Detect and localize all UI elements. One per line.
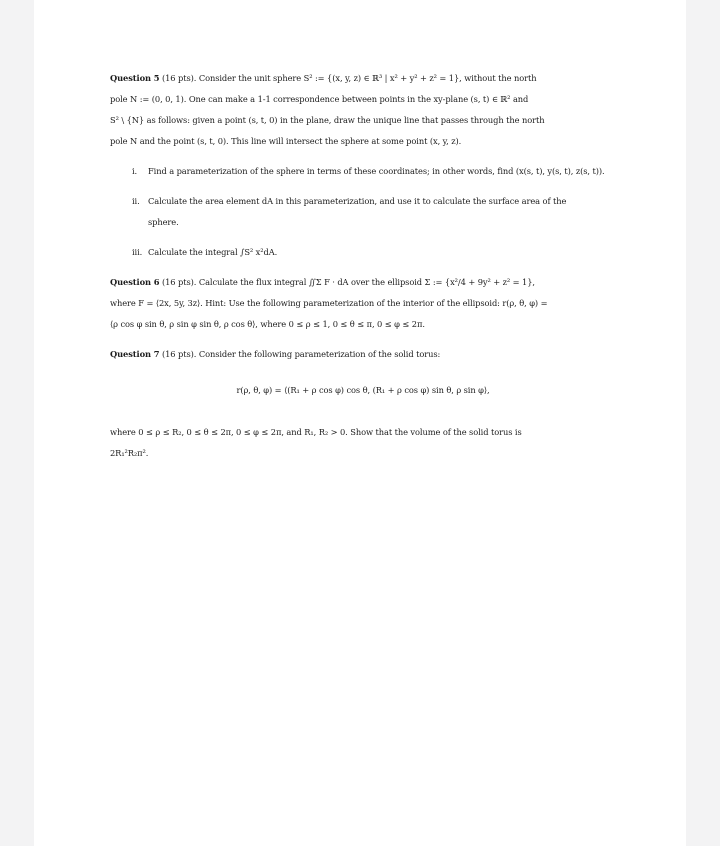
question-5 <box>110 68 616 152</box>
question-7-heading: Question 7 <box>110 349 160 359</box>
question-6-line-1 <box>110 272 616 293</box>
question-6-heading: Question 6 <box>110 277 160 287</box>
question-7-line-2: where 0 ≤ ρ ≤ R₂, 0 ≤ θ ≤ 2π, 0 ≤ φ ≤ 2π, and R₁, R₂ > 0. Show that the volume of the solid torus is <box>110 427 522 437</box>
document-content <box>110 68 616 464</box>
part-text: Calculate the area element dA in this parameterization, and use it to calculate the surface area of the <box>148 196 567 206</box>
question-7 <box>110 344 616 464</box>
question-6-line-3: ⟨ρ cos φ sin θ, ρ sin φ sin θ, ρ cos θ⟩, where 0 ≤ ρ ≤ 1, 0 ≤ θ ≤ π, 0 ≤ φ ≤ 2π. <box>110 319 425 329</box>
question-5-heading: Question 5 <box>110 73 160 83</box>
document-page <box>34 0 686 846</box>
part-text: Calculate the integral ∫S² x²dA. <box>148 247 278 257</box>
question-5-line-2: pole N := (0, 0, 1). One can make a 1-1 correspondence between points in the xy-plane (s, t) ∈ ℝ² and <box>110 94 529 104</box>
question-7-line-1 <box>110 344 616 365</box>
question-5-part-i <box>132 161 616 182</box>
question-5-part-iii <box>132 242 616 263</box>
question-5-text-1: (16 pts). Consider the unit sphere S² := {(x, y, z) ∈ ℝ³ | x² + y² + z² = 1}, without the north <box>161 73 537 83</box>
part-number: iii. <box>132 247 143 257</box>
question-5-line-1 <box>110 68 616 89</box>
question-7-line-3: 2R₁²R₂π². <box>110 448 149 458</box>
torus-parameterization-equation: r(ρ, θ, φ) = ⟨(R₁ + ρ cos φ) cos θ, (R₁ + ρ cos φ) sin θ, ρ sin φ⟩, <box>236 385 490 395</box>
question-6 <box>110 272 616 335</box>
question-5-part-ii <box>132 191 616 233</box>
part-number: i. <box>132 166 138 176</box>
part-text: Find a parameterization of the sphere in terms of these coordinates; in other words, find (x(s, t), y(s, t), z(s, t)). <box>148 166 605 176</box>
question-5-line-4: pole N and the point (s, t, 0). This line will intersect the sphere at some point (x, y, z). <box>110 136 462 146</box>
question-6-text-1: (16 pts). Calculate the flux integral ∬Σ F · dA over the ellipsoid Σ := {x²/4 + 9y² + z² = 1}, <box>161 277 535 287</box>
question-6-line-2: where F = ⟨2x, 5y, 3z⟩. Hint: Use the following parameterization of the interior of the ellipsoid: r(ρ, θ, φ) = <box>110 298 548 308</box>
question-7-text-1: (16 pts). Consider the following parameterization of the solid torus: <box>161 349 441 359</box>
part-text-continued: sphere. <box>148 217 179 227</box>
part-number: ii. <box>132 196 140 206</box>
question-5-line-3: S² \ {N} as follows: given a point (s, t, 0) in the plane, draw the unique line that passes through the north <box>110 115 545 125</box>
